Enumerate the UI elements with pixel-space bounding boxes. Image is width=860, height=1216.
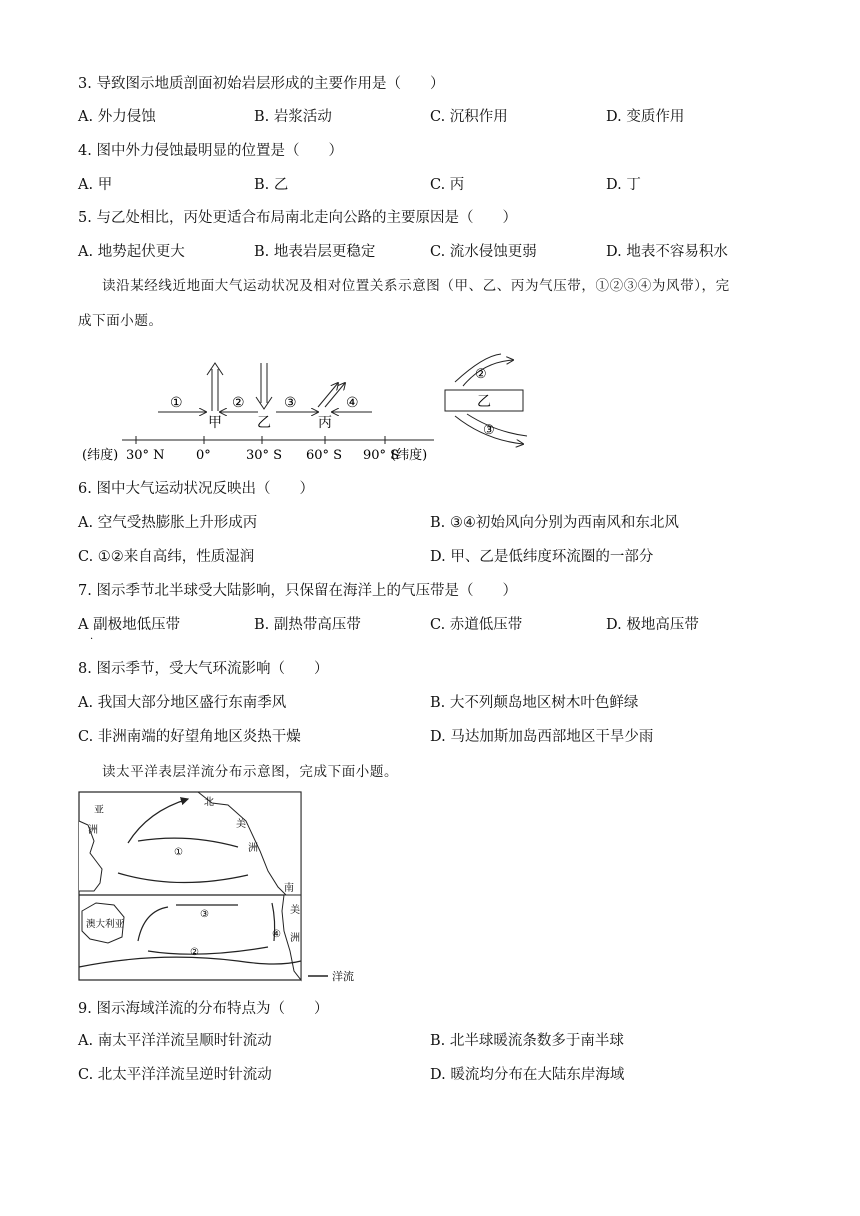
current-label-2: ② — [190, 947, 199, 958]
reading-intro-2: 读太平洋表层洋流分布示意图，完成下面小题。 — [102, 764, 399, 780]
question-9-option-b[interactable]: B. 北半球暖流条数多于南半球 — [430, 1033, 624, 1049]
current-label-1: ① — [174, 847, 183, 858]
question-6-option-d[interactable]: D. 甲、乙是低纬度环流圈的一部分 — [430, 549, 654, 565]
sa-label-1: 南 — [284, 883, 294, 894]
australia-label: 澳大利亚 — [86, 919, 125, 930]
reading-intro-1-line-1: 读沿某经线近地面大气运动状况及相对位置关系示意图（甲、乙、丙为气压带，①②③④为风带），完 — [102, 278, 730, 294]
current-label-4: ④ — [272, 929, 281, 940]
na-label-1: 北 — [204, 797, 214, 808]
wind-2-label: ② — [232, 395, 245, 411]
question-4-option-c[interactable]: C. 丙 — [430, 177, 465, 193]
question-5-option-d[interactable]: D. 地表不容易积水 — [606, 244, 728, 260]
wind-2-side-arrow — [463, 360, 513, 386]
sinking-air-arrow — [256, 363, 272, 409]
question-9-option-a[interactable]: A. 南太平洋洋流呈顺时针流动 — [78, 1033, 272, 1049]
question-6-stem: 6. 图中大气运动状况反映出（ ） — [78, 481, 314, 497]
sa-label-2: 美 — [290, 905, 300, 916]
na-label-3: 洲 — [248, 843, 258, 854]
question-5-option-b[interactable]: B. 地表岩层更稳定 — [254, 244, 376, 260]
axis-suffix: (纬度) — [391, 448, 428, 463]
question-7-option-c[interactable]: C. 赤道低压带 — [430, 617, 523, 633]
tick-label-0: 0° — [196, 448, 211, 463]
reading-intro-1-line-2: 成下面小题。 — [78, 313, 163, 329]
question-6-option-a[interactable]: A. 空气受热膨胀上升形成丙 — [78, 515, 258, 531]
side-wind-3-label: ③ — [483, 423, 495, 438]
question-8-option-b[interactable]: B. 大不列颠岛地区树木叶色鲜绿 — [430, 695, 639, 711]
question-3-option-a[interactable]: A. 外力侵蚀 — [78, 109, 156, 125]
question-3-option-c[interactable]: C. 沉积作用 — [430, 109, 508, 125]
question-4-option-a[interactable]: A. 甲 — [78, 177, 113, 193]
question-3-stem: 3. 导致图示地质剖面初始岩层形成的主要作用是（ ） — [78, 76, 445, 92]
asia-label-1: 亚 — [94, 805, 104, 816]
deflection-inset-diagram — [435, 352, 535, 452]
question-9-option-c[interactable]: C. 北太平洋洋流呈逆时针流动 — [78, 1067, 272, 1083]
question-7-option-a[interactable]: A 副极地低压带 — [78, 617, 181, 633]
pacific-currents-map — [78, 791, 378, 986]
wind-4-label: ④ — [346, 395, 359, 411]
question-5-option-a[interactable]: A. 地势起伏更大 — [78, 244, 185, 260]
belt-yi: 乙 — [257, 415, 271, 431]
question-9-stem: 9. 图示海域洋流的分布特点为（ ） — [78, 1001, 329, 1017]
question-6-option-b[interactable]: B. ③④初始风向分别为西南风和东北风 — [430, 515, 679, 531]
current-label-3: ③ — [200, 909, 209, 920]
stray-dot: · — [90, 634, 94, 645]
question-5-stem: 5. 与乙处相比，丙处更适合布局南北走向公路的主要原因是（ ） — [78, 210, 517, 226]
question-4-stem: 4. 图中外力侵蚀最明显的位置是（ ） — [78, 143, 343, 159]
rising-air-arrow — [207, 363, 223, 411]
question-4-option-d[interactable]: D. 丁 — [606, 177, 641, 193]
box-label: 乙 — [477, 394, 491, 410]
question-3-option-d[interactable]: D. 变质作用 — [606, 109, 685, 125]
tick-label-30n: 30° N — [126, 448, 165, 463]
axis-prefix: (纬度) — [82, 448, 119, 463]
question-9-option-d[interactable]: D. 暖流均分布在大陆东岸海域 — [430, 1067, 625, 1083]
sa-label-3: 洲 — [290, 933, 300, 944]
question-8-stem: 8. 图示季节，受大气环流影响（ ） — [78, 661, 329, 677]
wind-3-side-line — [467, 414, 527, 436]
belt-bing: 丙 — [318, 415, 332, 431]
question-4-option-b[interactable]: B. 乙 — [254, 177, 289, 193]
side-wind-2-label: ② — [475, 367, 487, 382]
na-label-2: 美 — [236, 819, 246, 830]
question-8-option-a[interactable]: A. 我国大部分地区盛行东南季风 — [78, 695, 287, 711]
question-6-option-c[interactable]: C. ①②来自高纬，性质湿润 — [78, 549, 255, 565]
question-3-option-b[interactable]: B. 岩浆活动 — [254, 109, 332, 125]
tick-label-30s: 30° S — [246, 448, 283, 463]
question-7-option-d[interactable]: D. 极地高压带 — [606, 617, 699, 633]
legend-current-label: 洋流 — [332, 970, 354, 983]
question-5-option-c[interactable]: C. 流水侵蚀更弱 — [430, 244, 537, 260]
question-8-option-d[interactable]: D. 马达加斯加岛西部地区干旱少雨 — [430, 729, 654, 745]
question-7-stem: 7. 图示季节北半球受大陆影响，只保留在海洋上的气压带是（ ） — [78, 583, 517, 599]
wind-1-label: ① — [170, 395, 183, 411]
tick-label-60s: 60° S — [306, 448, 343, 463]
asia-label-2: 洲 — [88, 825, 98, 836]
question-8-option-c[interactable]: C. 非洲南端的好望角地区炎热干燥 — [78, 729, 301, 745]
question-7-option-b[interactable]: B. 副热带高压带 — [254, 617, 361, 633]
wind-3-label: ③ — [284, 395, 297, 411]
belt-jia: 甲 — [208, 415, 222, 431]
tick-label-90s: 90° S — [363, 448, 400, 463]
